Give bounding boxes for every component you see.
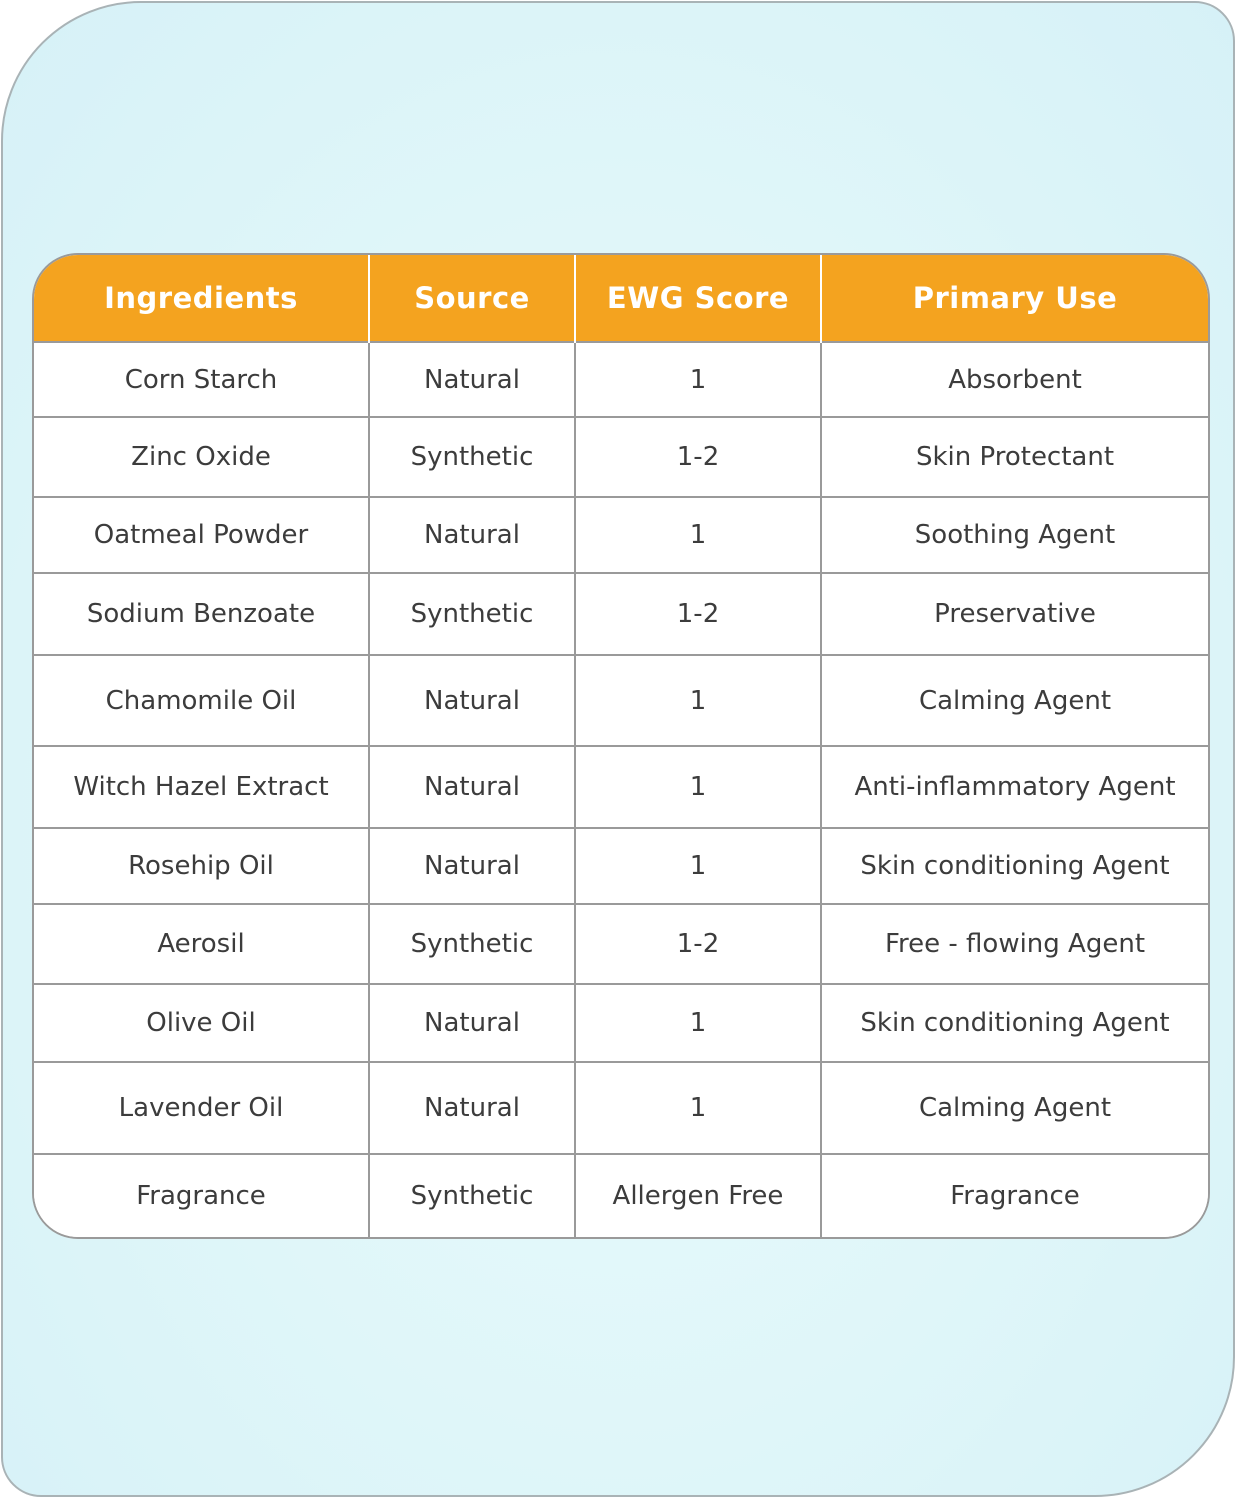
cell-ingredient: Corn Starch [34, 342, 369, 417]
cell-ingredient: Chamomile Oil [34, 655, 369, 746]
cell-primary-use: Skin conditioning Agent [821, 984, 1208, 1062]
cell-primary-use: Skin conditioning Agent [821, 828, 1208, 904]
cell-ingredient: Aerosil [34, 904, 369, 984]
cell-source: Natural [369, 828, 575, 904]
cell-primary-use: Free - flowing Agent [821, 904, 1208, 984]
background-card [1, 1, 1235, 1497]
column-header-ewg-score: EWG Score [575, 255, 821, 342]
cell-ewg-score: 1-2 [575, 417, 821, 497]
cell-primary-use: Preservative [821, 573, 1208, 655]
cell-ewg-score: 1 [575, 828, 821, 904]
table-row [34, 497, 1208, 573]
cell-ingredient: Lavender Oil [34, 1062, 369, 1154]
cell-ingredient: Rosehip Oil [34, 828, 369, 904]
cell-source: Natural [369, 746, 575, 828]
cell-source: Synthetic [369, 573, 575, 655]
cell-ewg-score: 1 [575, 497, 821, 573]
table-row [34, 1062, 1208, 1154]
cell-primary-use: Anti-inflammatory Agent [821, 746, 1208, 828]
cell-ewg-score: 1 [575, 655, 821, 746]
column-header-source: Source [369, 255, 575, 342]
cell-ingredient: Fragrance [34, 1154, 369, 1237]
table-row [34, 655, 1208, 746]
cell-source: Synthetic [369, 1154, 575, 1237]
cell-primary-use: Calming Agent [821, 655, 1208, 746]
cell-ingredient: Sodium Benzoate [34, 573, 369, 655]
column-header-ingredients: Ingredients [34, 255, 369, 342]
cell-primary-use: Skin Protectant [821, 417, 1208, 497]
cell-source: Natural [369, 984, 575, 1062]
table-row [34, 746, 1208, 828]
cell-ewg-score: 1-2 [575, 904, 821, 984]
cell-source: Natural [369, 342, 575, 417]
cell-source: Natural [369, 1062, 575, 1154]
table-row [34, 904, 1208, 984]
cell-ewg-score: 1 [575, 342, 821, 417]
cell-primary-use: Absorbent [821, 342, 1208, 417]
cell-ingredient: Olive Oil [34, 984, 369, 1062]
cell-ewg-score: Allergen Free [575, 1154, 821, 1237]
cell-ewg-score: 1 [575, 1062, 821, 1154]
cell-ewg-score: 1 [575, 984, 821, 1062]
cell-ingredient: Oatmeal Powder [34, 497, 369, 573]
column-header-primary-use: Primary Use [821, 255, 1208, 342]
cell-source: Synthetic [369, 904, 575, 984]
cell-primary-use: Fragrance [821, 1154, 1208, 1237]
table-row [34, 984, 1208, 1062]
cell-primary-use: Soothing Agent [821, 497, 1208, 573]
table-row [34, 573, 1208, 655]
ingredients-table [34, 255, 1208, 1237]
cell-source: Natural [369, 497, 575, 573]
cell-ingredient: Witch Hazel Extract [34, 746, 369, 828]
cell-primary-use: Calming Agent [821, 1062, 1208, 1154]
table-body [34, 342, 1208, 1237]
table-header-row [34, 255, 1208, 342]
cell-source: Synthetic [369, 417, 575, 497]
cell-ewg-score: 1-2 [575, 573, 821, 655]
cell-ewg-score: 1 [575, 746, 821, 828]
cell-ingredient: Zinc Oxide [34, 417, 369, 497]
cell-source: Natural [369, 655, 575, 746]
table-row [34, 1154, 1208, 1237]
table-row [34, 342, 1208, 417]
table-row [34, 828, 1208, 904]
ingredients-table-container [32, 253, 1210, 1239]
table-row [34, 417, 1208, 497]
